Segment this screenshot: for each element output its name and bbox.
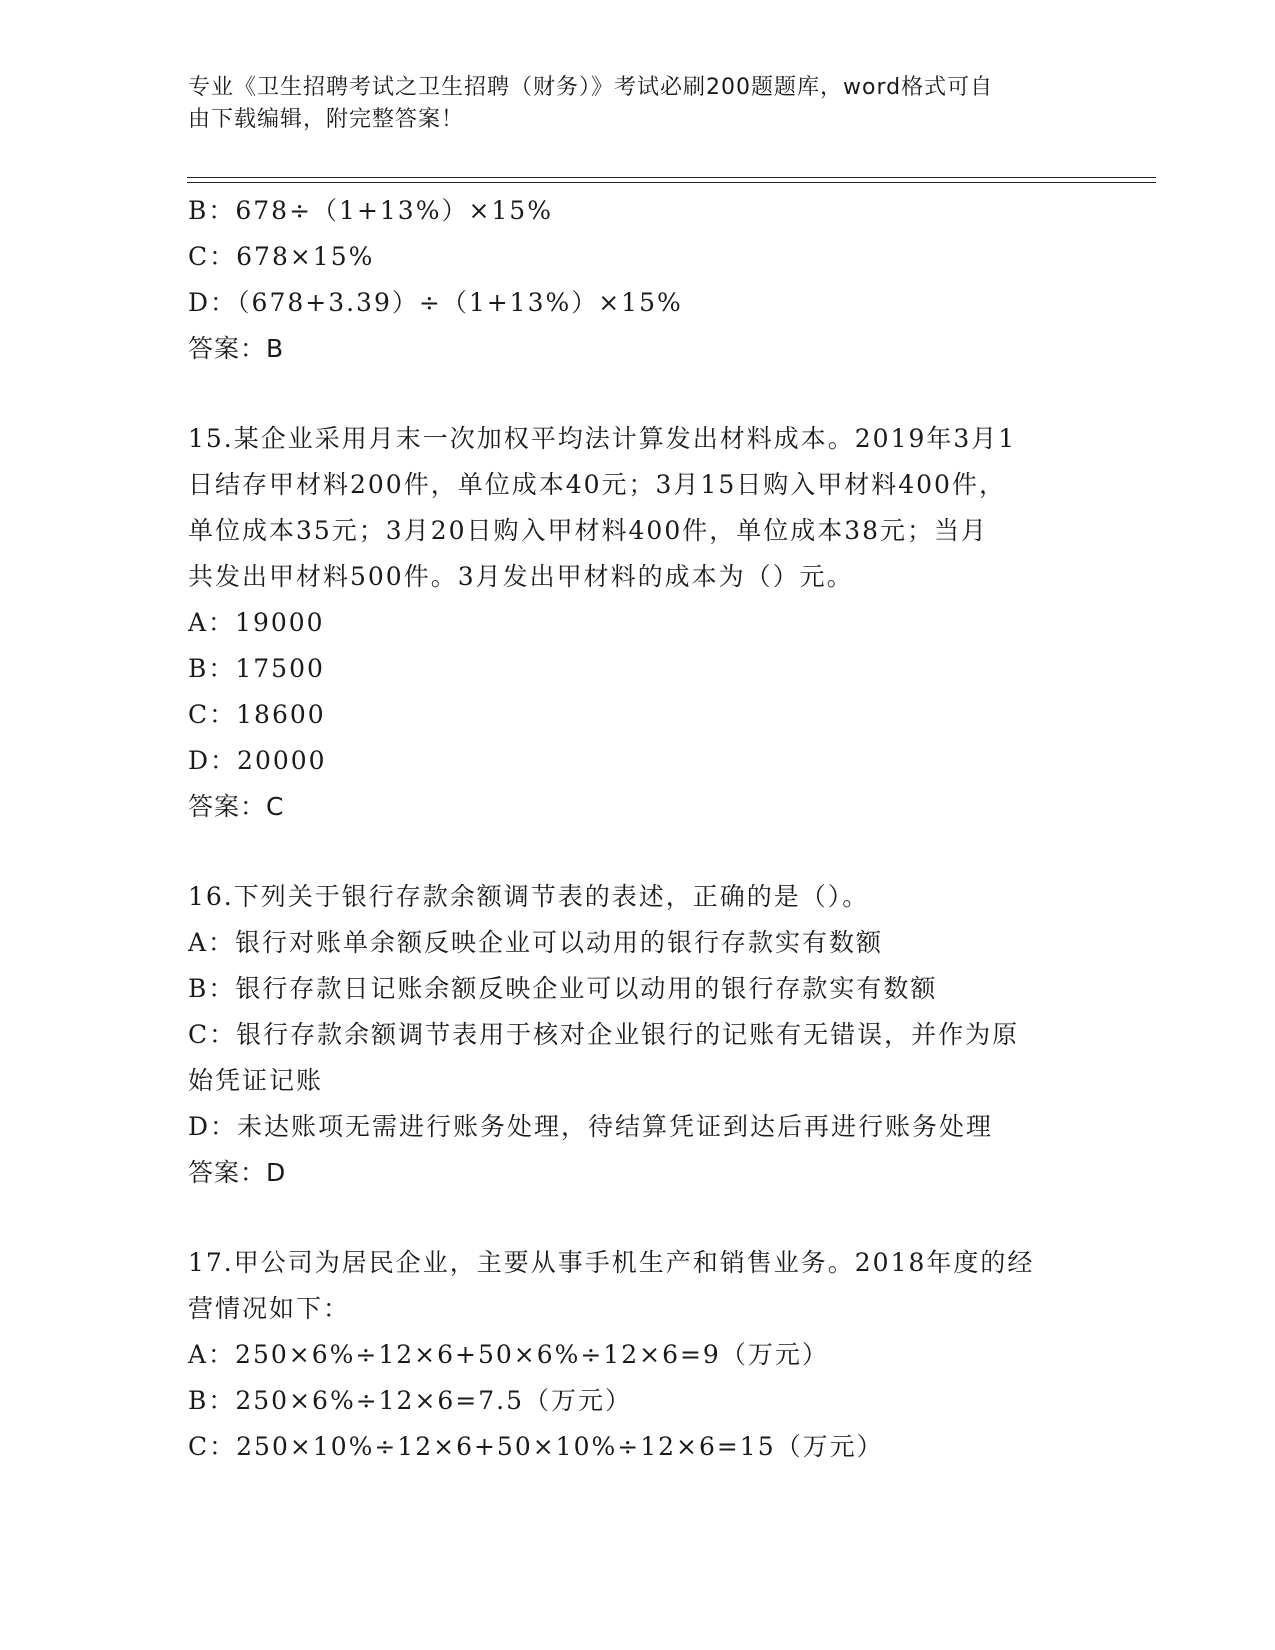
q16-option-c-line-2: 始凭证记账 <box>188 1066 324 1095</box>
q15-answer: 答案：C <box>188 792 285 821</box>
q16-option-a: A：银行对账单余额反映企业可以动用的银行存款实有数额 <box>188 928 884 957</box>
q17-stem-line-2: 营情况如下： <box>188 1294 351 1323</box>
q14-answer: 答案：B <box>188 334 285 363</box>
document-body <box>188 188 1088 1470</box>
q15-option-c: C：18600 <box>188 700 326 729</box>
q14-option-c: C：678×15% <box>188 242 375 271</box>
q15-stem-line-3: 单位成本35元；3月20日购入甲材料400件，单位成本38元；当月 <box>188 516 989 545</box>
header-line-2: 由下载编辑，附完整答案！ <box>188 107 465 132</box>
header-rule-top <box>187 177 1156 178</box>
header-line-1: 专业《卫生招聘考试之卫生招聘（财务）》考试必刷200题题库，word格式可自 <box>188 75 994 100</box>
q14-option-d: D：（678+3.39）÷（1+13%）×15% <box>188 288 683 317</box>
spacer <box>188 372 1088 416</box>
q15-option-b: B：17500 <box>188 654 325 683</box>
question-15 <box>188 416 1088 830</box>
q16-stem-line-1: 16.下列关于银行存款余额调节表的表述，正确的是（）。 <box>188 882 870 911</box>
header-rule-bottom <box>187 182 1156 183</box>
document-header <box>188 72 1068 136</box>
q17-option-a: A：250×6%÷12×6+50×6%÷12×6=9（万元） <box>188 1340 829 1369</box>
q17-stem-line-1: 17.甲公司为居民企业，主要从事手机生产和销售业务。2018年度的经 <box>188 1248 1035 1277</box>
q15-stem-line-1: 15.某企业采用月末一次加权平均法计算发出材料成本。2019年3月1 <box>188 424 1017 453</box>
question-17 <box>188 1240 1088 1470</box>
spacer <box>188 1196 1088 1240</box>
q15-option-a: A：19000 <box>188 608 325 637</box>
q16-option-d: D：未达账项无需进行账务处理，待结算凭证到达后再进行账务处理 <box>188 1112 994 1141</box>
question-14 <box>188 188 1088 372</box>
q14-option-b: B：678÷（1+13%）×15% <box>188 196 553 225</box>
question-16 <box>188 874 1088 1196</box>
q15-stem-line-2: 日结存甲材料200件，单位成本40元；3月15日购入甲材料400件， <box>188 470 1006 499</box>
q16-answer: 答案：D <box>188 1158 287 1187</box>
spacer <box>188 830 1088 874</box>
q16-option-b: B：银行存款日记账余额反映企业可以动用的银行存款实有数额 <box>188 974 938 1003</box>
q15-stem-line-4: 共发出甲材料500件。3月发出甲材料的成本为（）元。 <box>188 562 854 591</box>
q16-option-c-line-1: C：银行存款余额调节表用于核对企业银行的记账有无错误，并作为原 <box>188 1020 1020 1049</box>
q17-option-c: C：250×10%÷12×6+50×10%÷12×6=15（万元） <box>188 1432 884 1461</box>
q17-option-b: B：250×6%÷12×6=7.5（万元） <box>188 1386 633 1415</box>
q15-option-d: D：20000 <box>188 746 327 775</box>
